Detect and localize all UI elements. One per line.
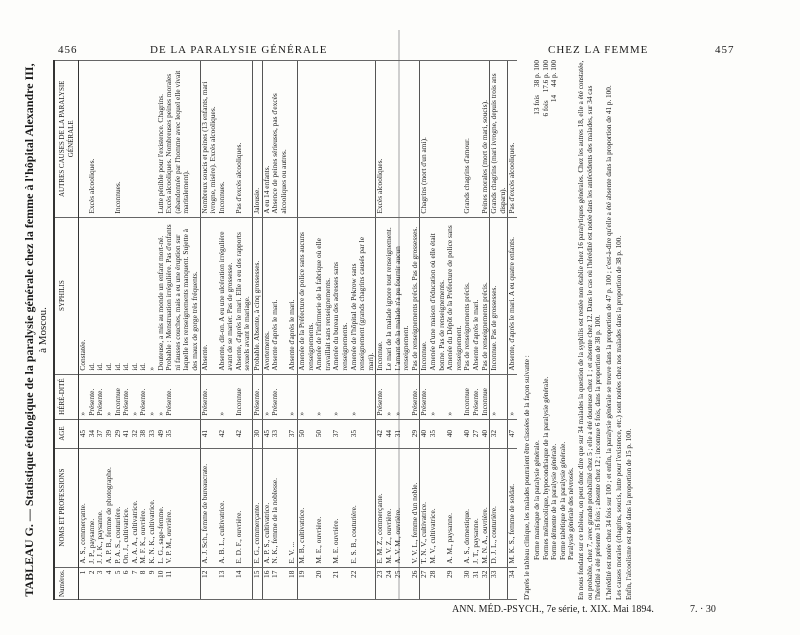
cell-syphilis: Absente, d'après le mari. Elle a eu des rapports sexuels avant le mariage. <box>235 217 253 374</box>
cell-number: 32 <box>481 567 490 599</box>
cell-age: 39 <box>105 419 114 448</box>
cell-other-causes: A eu 14 enfants. <box>262 61 271 218</box>
cell-heredity: » <box>288 374 297 419</box>
cell-number: 19 <box>298 567 316 599</box>
table-title: TABLEAU G. — Statistique étiologique de la paralysie générale chez la femme à l'hôpital Alexandre III, <box>22 63 36 597</box>
cell-age: 45 <box>79 419 88 448</box>
cell-other-causes <box>298 61 316 218</box>
cell-other-causes: Excès alcooliques. Nombreuses peines morales (abandonnée par l'homme avec lequel elle vivait maritalement). <box>165 61 200 218</box>
cell-age: 37 <box>96 419 105 448</box>
cell-heredity: Présente. <box>200 374 218 419</box>
cell-age: 37 <box>288 419 297 448</box>
cell-number: 27 <box>420 567 429 599</box>
cell-name: M. N. A., ouvrière. <box>481 448 490 567</box>
cell-number: 7 <box>131 567 140 599</box>
cell-number: 26 <box>411 567 420 599</box>
cell-number: 9 <box>148 567 157 599</box>
cell-other-causes: Chagrins (mort d'un ami). <box>420 61 429 218</box>
cell-name: A. A. A., cultivatrice. <box>131 448 140 567</box>
table-row <box>218 61 235 600</box>
cell-syphilis: » <box>148 217 157 374</box>
table-row <box>271 61 288 600</box>
col-header-name: NOMS ET PROFESSIONS <box>54 448 79 567</box>
left-running-header: DE LA PARALYSIE GÉNÉRALE <box>150 44 328 56</box>
cell-syphilis: Pas de renseignements précis. Pas de grossesses. <box>411 217 420 374</box>
col-header-heredity: HÉRÉ-DITÉ <box>54 374 79 419</box>
cell-heredity: Inconnue <box>114 374 123 419</box>
cell-syphilis: Amenée du bureau des adresses sans renseignements. <box>332 217 349 374</box>
cell-number: 21 <box>332 567 349 599</box>
cell-syphilis: Le mari de la malade ignore tout renseignement. <box>385 217 394 374</box>
notes-intro: D'après le tableau clinique, les malades pourraient être classées de la façon suivante : <box>522 355 531 600</box>
cell-age: 41 <box>122 419 131 448</box>
cell-syphilis: Constatée. <box>79 217 88 374</box>
cell-heredity: Présente. <box>271 374 288 419</box>
cell-name: A. P. S., cultivatrice. <box>262 448 271 567</box>
cell-name: J. T., paysanne. <box>472 448 481 567</box>
notes-section <box>523 60 634 600</box>
cell-syphilis: Pas de renseignements précis. <box>481 217 490 374</box>
cell-number: 11 <box>165 567 200 599</box>
left-page-number: 456 <box>58 44 78 56</box>
cell-syphilis: Absente, d'après le mari. A eu quatre enfants. <box>508 217 517 374</box>
cell-number: 16 <box>262 567 271 599</box>
cell-number: 10 <box>157 567 166 599</box>
cell-other-causes <box>131 61 140 218</box>
cell-number: 6 <box>122 567 131 599</box>
cell-number: 12 <box>200 567 218 599</box>
cell-age: 32 <box>131 419 140 448</box>
cell-name: M. B., cultivatrice. <box>298 448 316 567</box>
cell-heredity: Présente. <box>139 374 148 419</box>
cell-number: 15 <box>253 567 263 599</box>
right-running-header: CHEZ LA FEMME <box>548 44 649 56</box>
cell-heredity: » <box>315 374 332 419</box>
cell-age: 42 <box>218 419 235 448</box>
cell-syphilis: Avortements. <box>262 217 271 374</box>
form-count: 14 <box>550 94 559 103</box>
rotated-table-region <box>20 60 634 600</box>
cell-other-causes: Inconnues. <box>114 61 123 218</box>
cell-name: M. F. K., ouvrière. <box>139 448 148 567</box>
cell-age: 45 <box>262 419 271 448</box>
cell-name: D. J. L., couturière. <box>490 448 508 567</box>
cell-syphilis: Amenée du Dépôt de la Préfecture de police sans renseignement. <box>446 217 463 374</box>
cell-name: On. J., cultivatrice. <box>122 448 131 567</box>
cell-heredity: Présente. <box>376 374 385 419</box>
cell-name: N. K., femme de la noblesse. <box>271 448 288 567</box>
cell-syphilis: id. <box>96 217 105 374</box>
cell-number: 25 <box>394 567 411 599</box>
cell-number: 34 <box>508 567 517 599</box>
cell-name: M. K. S., femme de soldat. <box>508 448 517 567</box>
cell-number: 30 <box>463 567 472 599</box>
cell-age: 44 <box>385 419 394 448</box>
footer-signature: 7. · 30 <box>690 604 716 615</box>
cell-age: 32 <box>490 419 508 448</box>
cell-heredity: » <box>79 374 88 419</box>
footer-citation: ANN. MÉD.-PSYCH., 7e série, t. XIX. Mai 1894. <box>452 604 654 615</box>
form-label: Paralysie générale des névrosés. <box>566 467 575 560</box>
cell-name: E. S. B., couturière. <box>350 448 376 567</box>
cell-number: 14 <box>235 567 253 599</box>
cell-syphilis: Douteuse, a mis au monde un enfant mort-né. <box>157 217 166 374</box>
cell-name: L. G., sage-femme. <box>157 448 166 567</box>
notes-paragraph-2: L'hérédité est notée chez 34 fois sur 100 ; et enfin, la paralysie générale se trouve dans la proportion de 47 p. 100 ; c'est-à-dire qu'elle a été absente dans la proportion de 41 p. 100. <box>604 85 613 600</box>
cell-age: 33 <box>271 419 288 448</box>
form-label: Forme démente de la paralysie générale. <box>550 443 559 560</box>
cell-age: 40 <box>481 419 490 448</box>
cell-heredity: » <box>394 374 411 419</box>
form-label: Formes mélancolique, hypocondriaque de la paralysie générale. <box>541 376 550 560</box>
cell-other-causes: Pas d'excès alcooliques. <box>235 61 253 218</box>
form-percent: 44 p. 100 <box>550 60 559 87</box>
form-item <box>550 60 558 560</box>
table-row <box>253 61 263 600</box>
cell-number: 24 <box>385 567 394 599</box>
cell-name: J. J. K., paysanne. <box>96 448 105 567</box>
cell-name: A. B. L., cultivatrice. <box>218 448 235 567</box>
cell-age: 35 <box>429 419 446 448</box>
cell-age: 30 <box>253 419 263 448</box>
cell-number: 18 <box>288 567 297 599</box>
table-row <box>429 61 446 600</box>
form-label: Forme tabétique de la paralysie générale. <box>558 441 567 560</box>
cell-syphilis: Probable : Menstruation irrégulière. Pas d'enfants ni fausses couches, mais a eu une éruption sur laquelle les renseignements manquent. Sujette à des maux de gorge très fréquents. <box>165 217 200 374</box>
cell-syphilis: id. <box>139 217 148 374</box>
cell-syphilis: id. <box>122 217 131 374</box>
cell-number: 3 <box>96 567 105 599</box>
cell-syphilis: Inconnue. <box>376 217 385 374</box>
cell-heredity: » <box>332 374 349 419</box>
table-row <box>200 61 218 600</box>
right-page-number: 457 <box>715 44 735 56</box>
cell-name: E. D. F., ouvrière. <box>235 448 253 567</box>
cell-syphilis: Absente d'après le mari. <box>472 217 481 374</box>
cell-age: 29 <box>114 419 123 448</box>
form-item <box>542 60 550 560</box>
cell-other-causes <box>122 61 131 218</box>
cell-syphilis: Absente d'après le mari. <box>271 217 288 374</box>
cell-name: A. M., paysanne. <box>446 448 463 567</box>
cell-other-causes: Grands chagrins (mari ivrogne, depuis trois ans disparu). <box>490 61 508 218</box>
col-header-number: Numéros. <box>54 567 79 599</box>
cell-name: M. E., ouvrière. <box>315 448 332 567</box>
cell-name: A. P. B., femme de photographe. <box>105 448 114 567</box>
cell-syphilis: id. <box>131 217 140 374</box>
cell-heredity: » <box>385 374 394 419</box>
cell-number: 2 <box>88 567 97 599</box>
cell-number: 13 <box>218 567 235 599</box>
cell-heredity: » <box>508 374 517 419</box>
cell-other-causes: Excès alcooliques. <box>88 61 97 218</box>
cell-syphilis: Probable. Absente, à cinq grossesses. <box>253 217 263 374</box>
table-row <box>394 61 411 600</box>
cell-number: 5 <box>114 567 123 599</box>
form-percent: 38 p. 100 <box>533 60 542 87</box>
cell-heredity: Présente. <box>88 374 97 419</box>
table-row <box>165 61 200 600</box>
rotated-table-content <box>20 60 780 600</box>
cell-age: 47 <box>508 419 517 448</box>
forms-list <box>533 60 575 560</box>
col-header-other-causes: AUTRES CAUSES DE LA PARALYSIE GÉNÉRALE <box>54 61 79 218</box>
cell-heredity: » <box>490 374 508 419</box>
cell-other-causes <box>315 61 332 218</box>
cell-heredity: Présente. <box>411 374 420 419</box>
cell-other-causes <box>139 61 148 218</box>
notes-paragraph-4: Enfin, l'alcoolisme est noté dans la proportion de 15 p. 100. <box>625 428 634 600</box>
cell-name: E. G., commerçante. <box>253 448 263 567</box>
cell-age: 42 <box>235 419 253 448</box>
form-label: Forme maniaque de la paralysie générale. <box>533 440 542 560</box>
table-row <box>298 61 316 600</box>
col-header-age: AGE <box>54 419 79 448</box>
table-row <box>315 61 332 600</box>
cell-heredity: » <box>218 374 235 419</box>
cell-number: 1 <box>79 567 88 599</box>
cell-name: P. A. S., couturière. <box>114 448 123 567</box>
cell-syphilis: id. <box>105 217 114 374</box>
form-count: 13 fois <box>533 94 542 115</box>
cell-other-causes: Lutte pénible pour l'existence. Chagrins. <box>157 61 166 218</box>
cell-heredity: Présente. <box>472 374 481 419</box>
cell-other-causes: Peines morales (mort de mari, soucis). <box>481 61 490 218</box>
cell-other-causes: Nombreux soucis et peines (13 enfants, mari ivrogne, misère). Excès alcooliques. <box>200 61 218 218</box>
cell-syphilis: Inconnue. <box>420 217 429 374</box>
cell-age: 27 <box>472 419 481 448</box>
cell-name: E. M. Z., commerçante. <box>376 448 385 567</box>
cell-syphilis: Pas de renseignements précis. <box>463 217 472 374</box>
cell-name: A. J. Sch., femme de bureaucrate. <box>200 448 218 567</box>
cell-syphilis: L'amant de la malade n'a pu fournir aucun renseignement. <box>394 217 411 374</box>
cell-number: 4 <box>105 567 114 599</box>
cell-other-causes: Grands chagrins d'amour. <box>463 61 472 218</box>
cell-age: 35 <box>350 419 376 448</box>
cell-syphilis: Amenée d'une maison d'éducation où elle était bonne. Pas de renseignements. <box>429 217 446 374</box>
cell-number: 22 <box>350 567 376 599</box>
cell-number: 17 <box>271 567 288 599</box>
cell-name: K. N. K., cultivatrice. <box>148 448 157 567</box>
cell-age: 37 <box>332 419 349 448</box>
cell-name: T. N. V., cultivatrice. <box>420 448 429 567</box>
table-row <box>332 61 349 600</box>
cell-number: 29 <box>446 567 463 599</box>
cell-other-causes: Excès alcooliques. <box>376 61 385 218</box>
cell-age: 40 <box>463 419 472 448</box>
cell-other-causes: Absence de peines sérieuses, pas d'excès alcooliques ou autres. <box>271 61 288 218</box>
cell-age: 49 <box>157 419 166 448</box>
cell-other-causes <box>96 61 105 218</box>
cell-heredity: Inconnue <box>463 374 472 419</box>
cell-syphilis: Amenée de la Préfecture de police sans aucuns renseignements. <box>298 217 316 374</box>
form-item <box>533 60 541 560</box>
cell-name: M. E. ouvrière. <box>332 448 349 567</box>
cell-heredity: Présente. <box>122 374 131 419</box>
cell-number: 20 <box>315 567 332 599</box>
cell-number: 28 <box>429 567 446 599</box>
cell-heredity: » <box>148 374 157 419</box>
cell-name: E. V. ... <box>288 448 297 567</box>
notes-paragraph-3: Les causes morales (chagrins, soucis, lutte pour l'existence, etc.) sont notées chez nos malades dans la proportion de 38 p. 100. <box>614 235 623 600</box>
cell-heredity: Présente. <box>165 374 200 419</box>
cell-name: J. P., paysanne. <box>88 448 97 567</box>
col-header-syphilis: SYPHILIS <box>54 217 79 374</box>
cell-heredity: » <box>429 374 446 419</box>
cell-age: 50 <box>315 419 332 448</box>
table-row <box>235 61 253 600</box>
table-row <box>350 61 376 600</box>
table-subtitle: à Moscou. <box>37 307 49 353</box>
cell-number: 33 <box>490 567 508 599</box>
cell-syphilis: Inconnue. Pas de grossesses. <box>490 217 508 374</box>
cell-age: 40 <box>446 419 463 448</box>
cell-other-causes <box>350 61 376 218</box>
form-percent: 17.6 p. 100 <box>541 60 550 93</box>
cell-syphilis: Amenée de l'hôpital de Pekrow sans renseignement (grands chagrins causés par le mari). <box>350 217 376 374</box>
cell-heredity: » <box>350 374 376 419</box>
cell-name: A. S., commerçante. <box>79 448 88 567</box>
cell-heredity: » <box>262 374 271 419</box>
cell-age: 34 <box>88 419 97 448</box>
form-item <box>567 60 575 560</box>
cell-number: 23 <box>376 567 385 599</box>
cell-age: 35 <box>165 419 200 448</box>
cell-heredity: Inconnue <box>481 374 490 419</box>
cell-age: 41 <box>200 419 218 448</box>
cell-heredity: Présente. <box>96 374 105 419</box>
cell-number: 8 <box>139 567 148 599</box>
cell-other-causes: Inconnues. <box>218 61 235 218</box>
cell-syphilis: Absente. <box>200 217 218 374</box>
notes-paragraph-1: En nous fondant sur ce tableau, on peut donc dire que sur 34 malades la question de la syphilis est restée non établie chez 16 paralytiques générales. Chez les autres 18, elle a été constatée, ou probable, chez 7, avec grande probabilité chez 5 ; elle a été douteuse chez 1 ; et absente chez 12. Dans le cas où l'hérédité est notée dans les antécédents des malades, sur 34 cas l'hérédité a été présente 16 fois ; absente chez 12 ; inconnue 6 fois, dans la proportion de 38 p. 100. <box>577 60 603 600</box>
cell-other-causes <box>394 61 411 218</box>
table-body <box>79 61 517 600</box>
cell-name: M. V. Z., ouvrière. <box>385 448 394 567</box>
form-count: 6 fois <box>541 100 550 117</box>
cell-age: 50 <box>298 419 316 448</box>
cell-heredity: » <box>105 374 114 419</box>
cell-number: 31 <box>472 567 481 599</box>
cell-heredity: Présente. <box>253 374 263 419</box>
cell-heredity: » <box>298 374 316 419</box>
cell-age: 38 <box>139 419 148 448</box>
cell-syphilis: id. <box>114 217 123 374</box>
cell-age: 29 <box>411 419 420 448</box>
cell-heredity: Inconnue <box>235 374 253 419</box>
cell-syphilis: Absente d'après le mari. <box>288 217 297 374</box>
cell-syphilis: Absente, dit-on. A eu une ulcération irrégulière avant de se marier. Pas de grossesse. <box>218 217 235 374</box>
cell-age: 42 <box>376 419 385 448</box>
form-item <box>559 60 567 560</box>
cell-name: V. P. M., ouvrière. <box>165 448 200 567</box>
cell-heredity: » <box>131 374 140 419</box>
cell-name: A. V. M., ouvrière. <box>394 448 411 567</box>
cell-heredity: » <box>157 374 166 419</box>
cell-other-causes <box>332 61 349 218</box>
cell-other-causes: Jalousie. <box>253 61 263 218</box>
cell-name: V. V. L., femme d'un noble. <box>411 448 420 567</box>
etiology-table <box>53 60 517 600</box>
cell-syphilis: Amenée de l'infirmerie de la fabrique où elle travaillait sans renseignements. <box>315 217 332 374</box>
cell-age: 40 <box>420 419 429 448</box>
cell-syphilis: id. <box>88 217 97 374</box>
cell-other-causes <box>429 61 446 218</box>
cell-other-causes <box>288 61 297 218</box>
cell-name: A. S., domestique. <box>463 448 472 567</box>
cell-age: 31 <box>394 419 411 448</box>
cell-other-causes <box>446 61 463 218</box>
table-row <box>508 61 517 600</box>
cell-heredity: » <box>446 374 463 419</box>
table-row <box>490 61 508 600</box>
cell-age: 33 <box>148 419 157 448</box>
cell-name: M. V., cultivatrice. <box>429 448 446 567</box>
cell-heredity: Présente. <box>420 374 429 419</box>
cell-other-causes <box>385 61 394 218</box>
table-row <box>446 61 463 600</box>
cell-other-causes: Pas d'excès alcooliques. <box>508 61 517 218</box>
